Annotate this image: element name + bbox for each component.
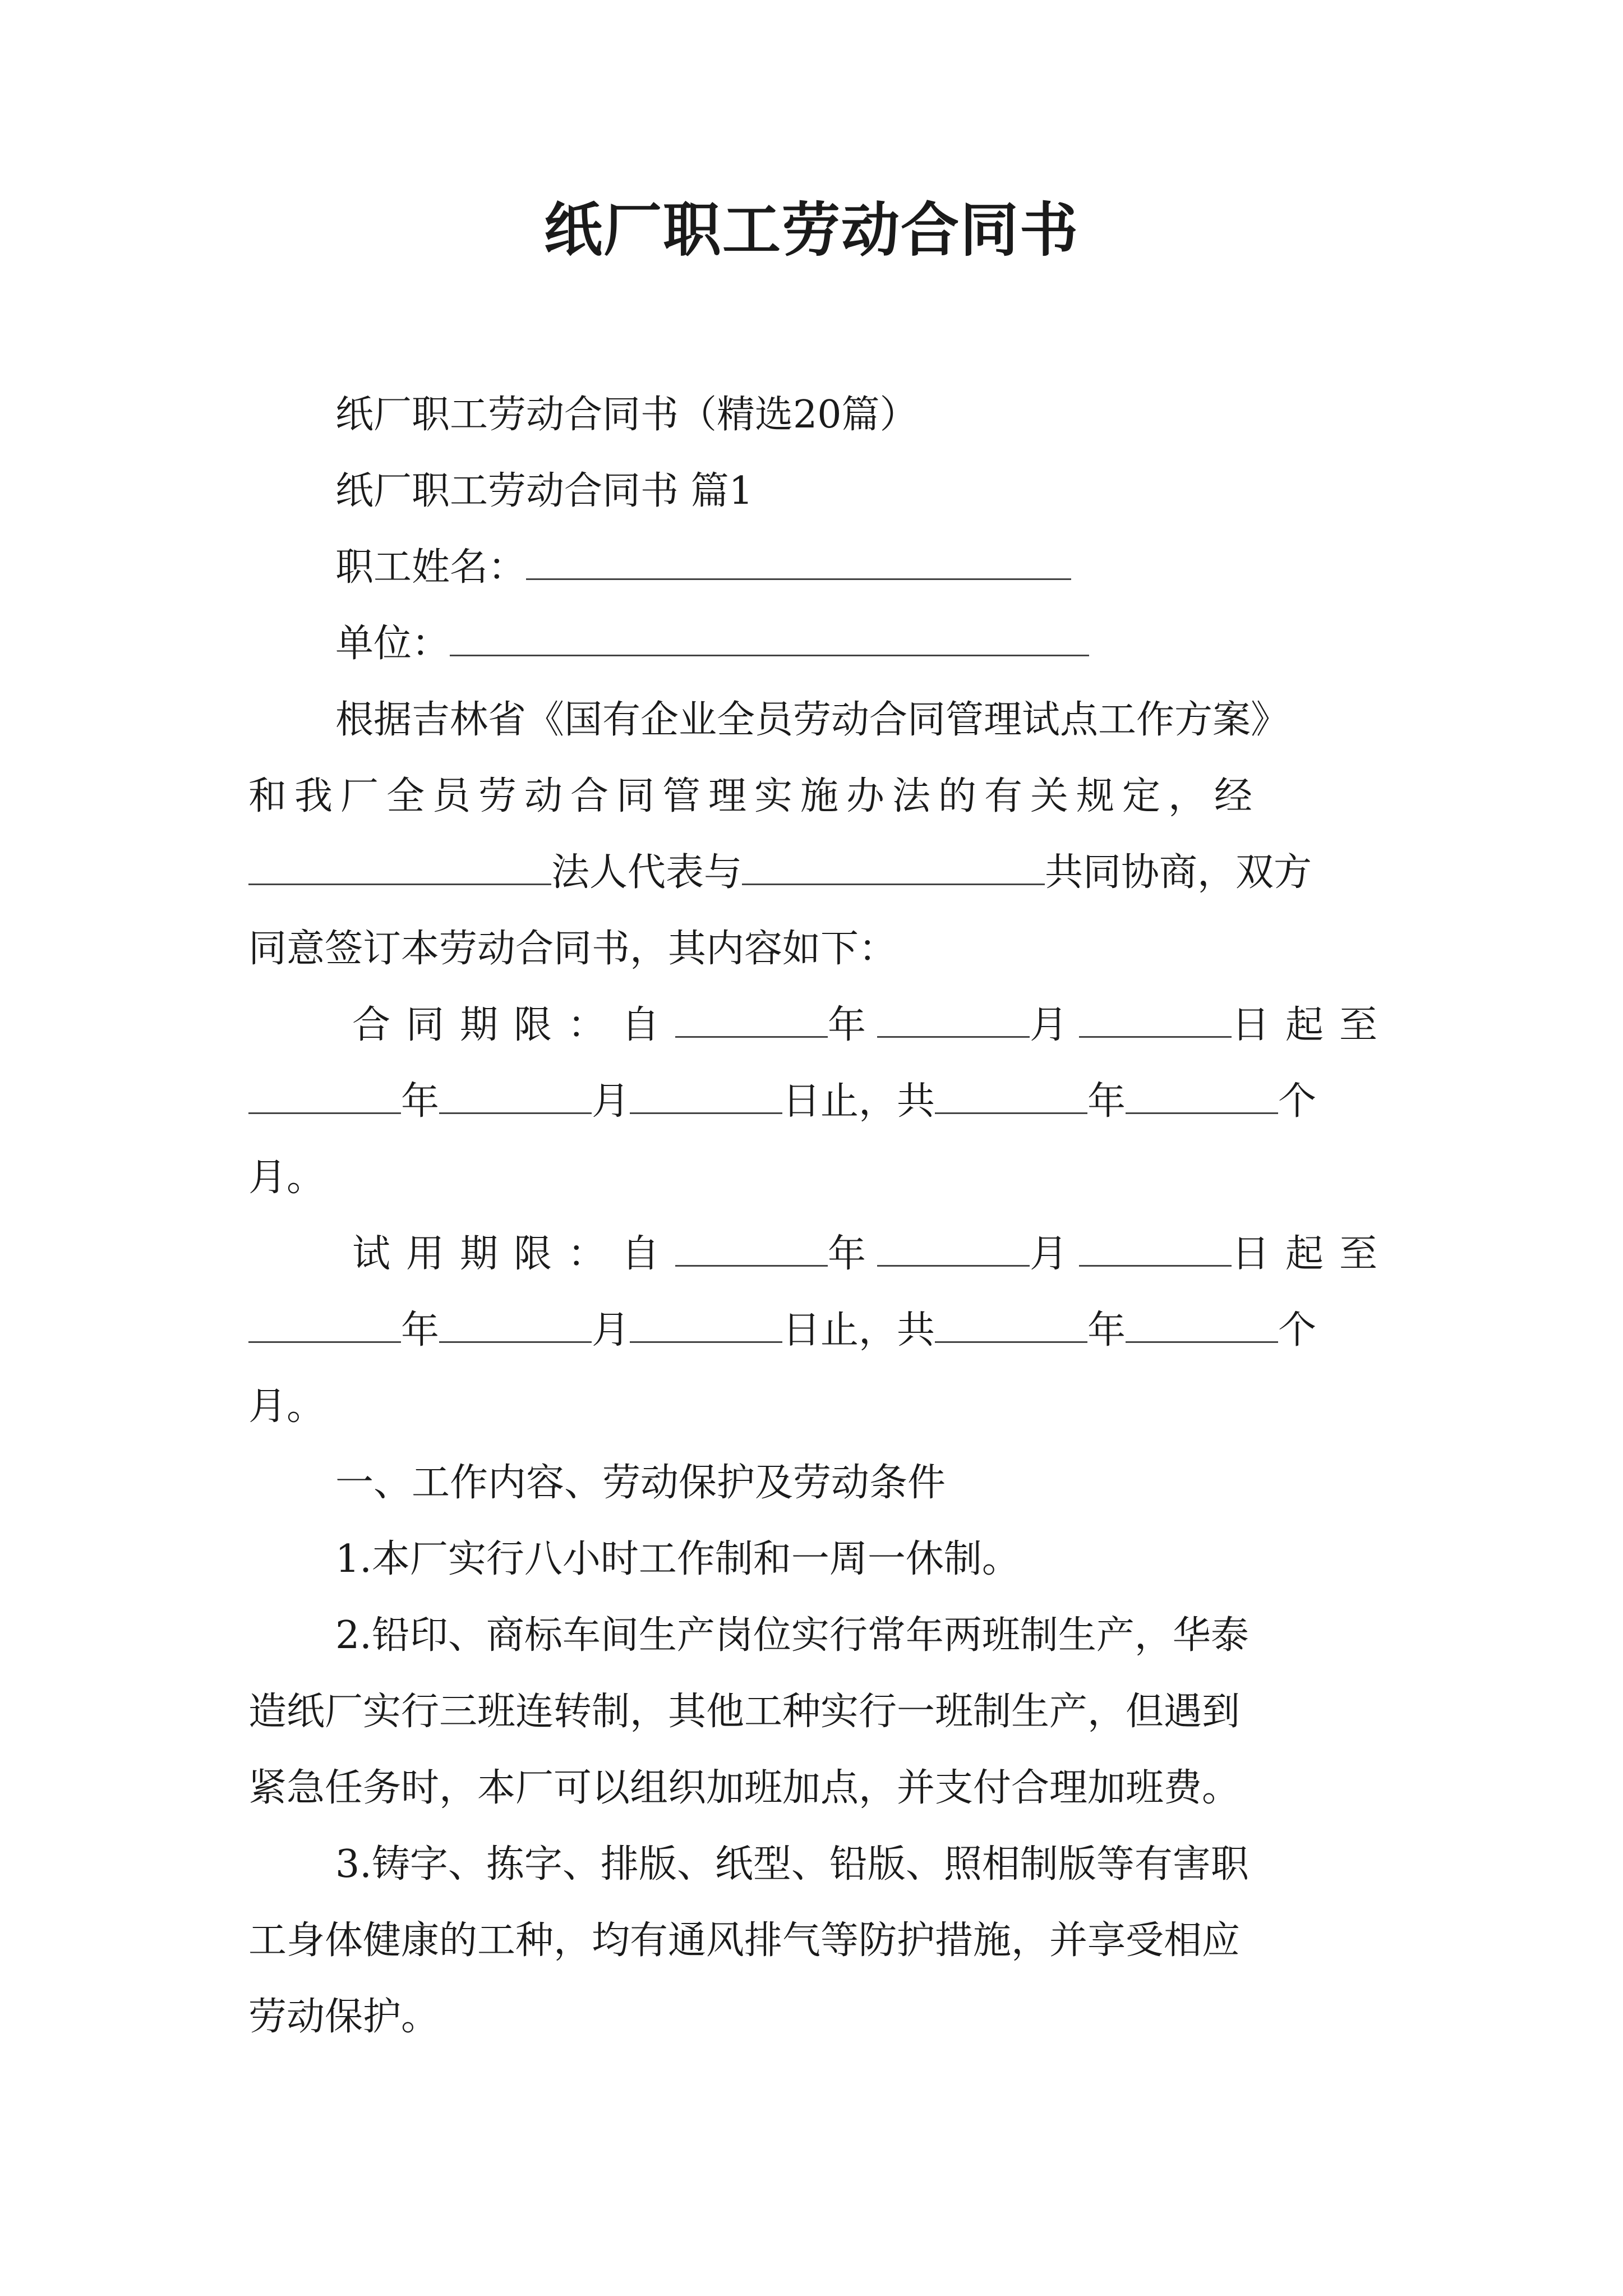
party-blank[interactable] bbox=[742, 849, 1045, 885]
contract-term-label: 合同期限：自 bbox=[352, 1003, 676, 1047]
year-label: 年 bbox=[828, 1232, 866, 1276]
item-2-line-3: 紧急任务时，本厂可以组织加班加点，并支付合理加班费。 bbox=[248, 1766, 1241, 1810]
contract-start-month-blank[interactable] bbox=[877, 1001, 1030, 1038]
count-unit-label: 个 bbox=[1278, 1308, 1317, 1352]
unit-row bbox=[335, 616, 1089, 672]
day-end-label: 日止，共 bbox=[782, 1079, 935, 1124]
contract-end-month-blank[interactable] bbox=[439, 1078, 592, 1114]
factory-blank[interactable] bbox=[248, 849, 551, 885]
document-title: 纸厂职工劳动合同书 bbox=[543, 195, 1079, 264]
contract-start-year-blank[interactable] bbox=[675, 1001, 828, 1038]
year-label: 年 bbox=[1087, 1079, 1126, 1124]
contract-end-day-blank[interactable] bbox=[630, 1078, 782, 1114]
year-label: 年 bbox=[401, 1079, 440, 1124]
year-label: 年 bbox=[1087, 1308, 1126, 1352]
probation-start-year-blank[interactable] bbox=[675, 1230, 828, 1267]
probation-start-month-blank[interactable] bbox=[877, 1230, 1030, 1267]
intro-line-2: 和我厂全员劳动合同管理实施办法的有关规定，经 bbox=[248, 774, 1261, 818]
count-unit-label: 个 bbox=[1278, 1079, 1317, 1124]
probation-end-month-blank[interactable] bbox=[439, 1306, 592, 1343]
probation-term-end: 月。 bbox=[248, 1384, 325, 1429]
employee-name-label: 职工姓名： bbox=[335, 545, 527, 590]
probation-end-year-blank[interactable] bbox=[248, 1306, 401, 1343]
day-end-label: 日止，共 bbox=[782, 1308, 935, 1352]
contract-years-blank[interactable] bbox=[935, 1078, 1087, 1114]
probation-term-label: 试用期限：自 bbox=[352, 1232, 676, 1276]
probation-term-row-2 bbox=[248, 1303, 1316, 1359]
subtitle: 纸厂职工劳动合同书（精选20篇） bbox=[335, 393, 918, 437]
contract-term-row-1 bbox=[352, 997, 1393, 1053]
month-label: 月 bbox=[1030, 1232, 1068, 1276]
item-3-line-2: 工身体健康的工种，均有通风排气等防护措施，并享受相应 bbox=[248, 1918, 1241, 1963]
unit-label: 单位： bbox=[335, 622, 450, 666]
probation-start-day-blank[interactable] bbox=[1079, 1230, 1232, 1267]
intro-line-1: 根据吉林省《国有企业全员劳动合同管理试点工作方案》 bbox=[335, 698, 1289, 742]
employee-name-blank[interactable] bbox=[526, 544, 1071, 580]
intro-line-3-end: 共同协商，双方 bbox=[1045, 850, 1312, 895]
month-label: 月 bbox=[592, 1079, 630, 1124]
probation-years-blank[interactable] bbox=[935, 1306, 1087, 1343]
year-label: 年 bbox=[401, 1308, 440, 1352]
probation-end-day-blank[interactable] bbox=[630, 1306, 782, 1343]
month-label: 月 bbox=[592, 1308, 630, 1352]
item-2-line-1: 2.铅印、商标车间生产岗位实行常年两班制生产，华泰 bbox=[335, 1613, 1249, 1658]
contract-months-blank[interactable] bbox=[1126, 1078, 1278, 1114]
contract-start-day-blank[interactable] bbox=[1079, 1001, 1232, 1038]
day-start-label: 日起至 bbox=[1232, 1232, 1394, 1276]
month-label: 月 bbox=[1030, 1003, 1068, 1047]
year-label: 年 bbox=[828, 1003, 866, 1047]
day-start-label: 日起至 bbox=[1232, 1003, 1394, 1047]
section-title: 纸厂职工劳动合同书 篇1 bbox=[335, 469, 753, 513]
intro-line-3 bbox=[248, 845, 1312, 901]
probation-term-row-1 bbox=[352, 1226, 1393, 1282]
employee-name-row bbox=[335, 540, 1071, 596]
item-1: 1.本厂实行八小时工作制和一周一休制。 bbox=[335, 1537, 1020, 1581]
contract-end-year-blank[interactable] bbox=[248, 1078, 401, 1114]
contract-term-end: 月。 bbox=[248, 1156, 325, 1200]
unit-blank[interactable] bbox=[450, 620, 1089, 656]
item-2-line-2: 造纸厂实行三班连转制，其他工种实行一班制生产，但遇到 bbox=[248, 1690, 1241, 1734]
section-1-heading: 一、工作内容、劳动保护及劳动条件 bbox=[335, 1461, 946, 1505]
intro-line-3-mid: 法人代表与 bbox=[551, 850, 743, 895]
item-3-line-1: 3.铸字、拣字、排版、纸型、铅版、照相制版等有害职 bbox=[335, 1842, 1249, 1887]
contract-term-row-2 bbox=[248, 1074, 1316, 1130]
item-3-line-3: 劳动保护。 bbox=[248, 1995, 440, 2039]
intro-line-4: 同意签订本劳动合同书，其内容如下： bbox=[248, 927, 897, 971]
probation-months-blank[interactable] bbox=[1126, 1306, 1278, 1343]
